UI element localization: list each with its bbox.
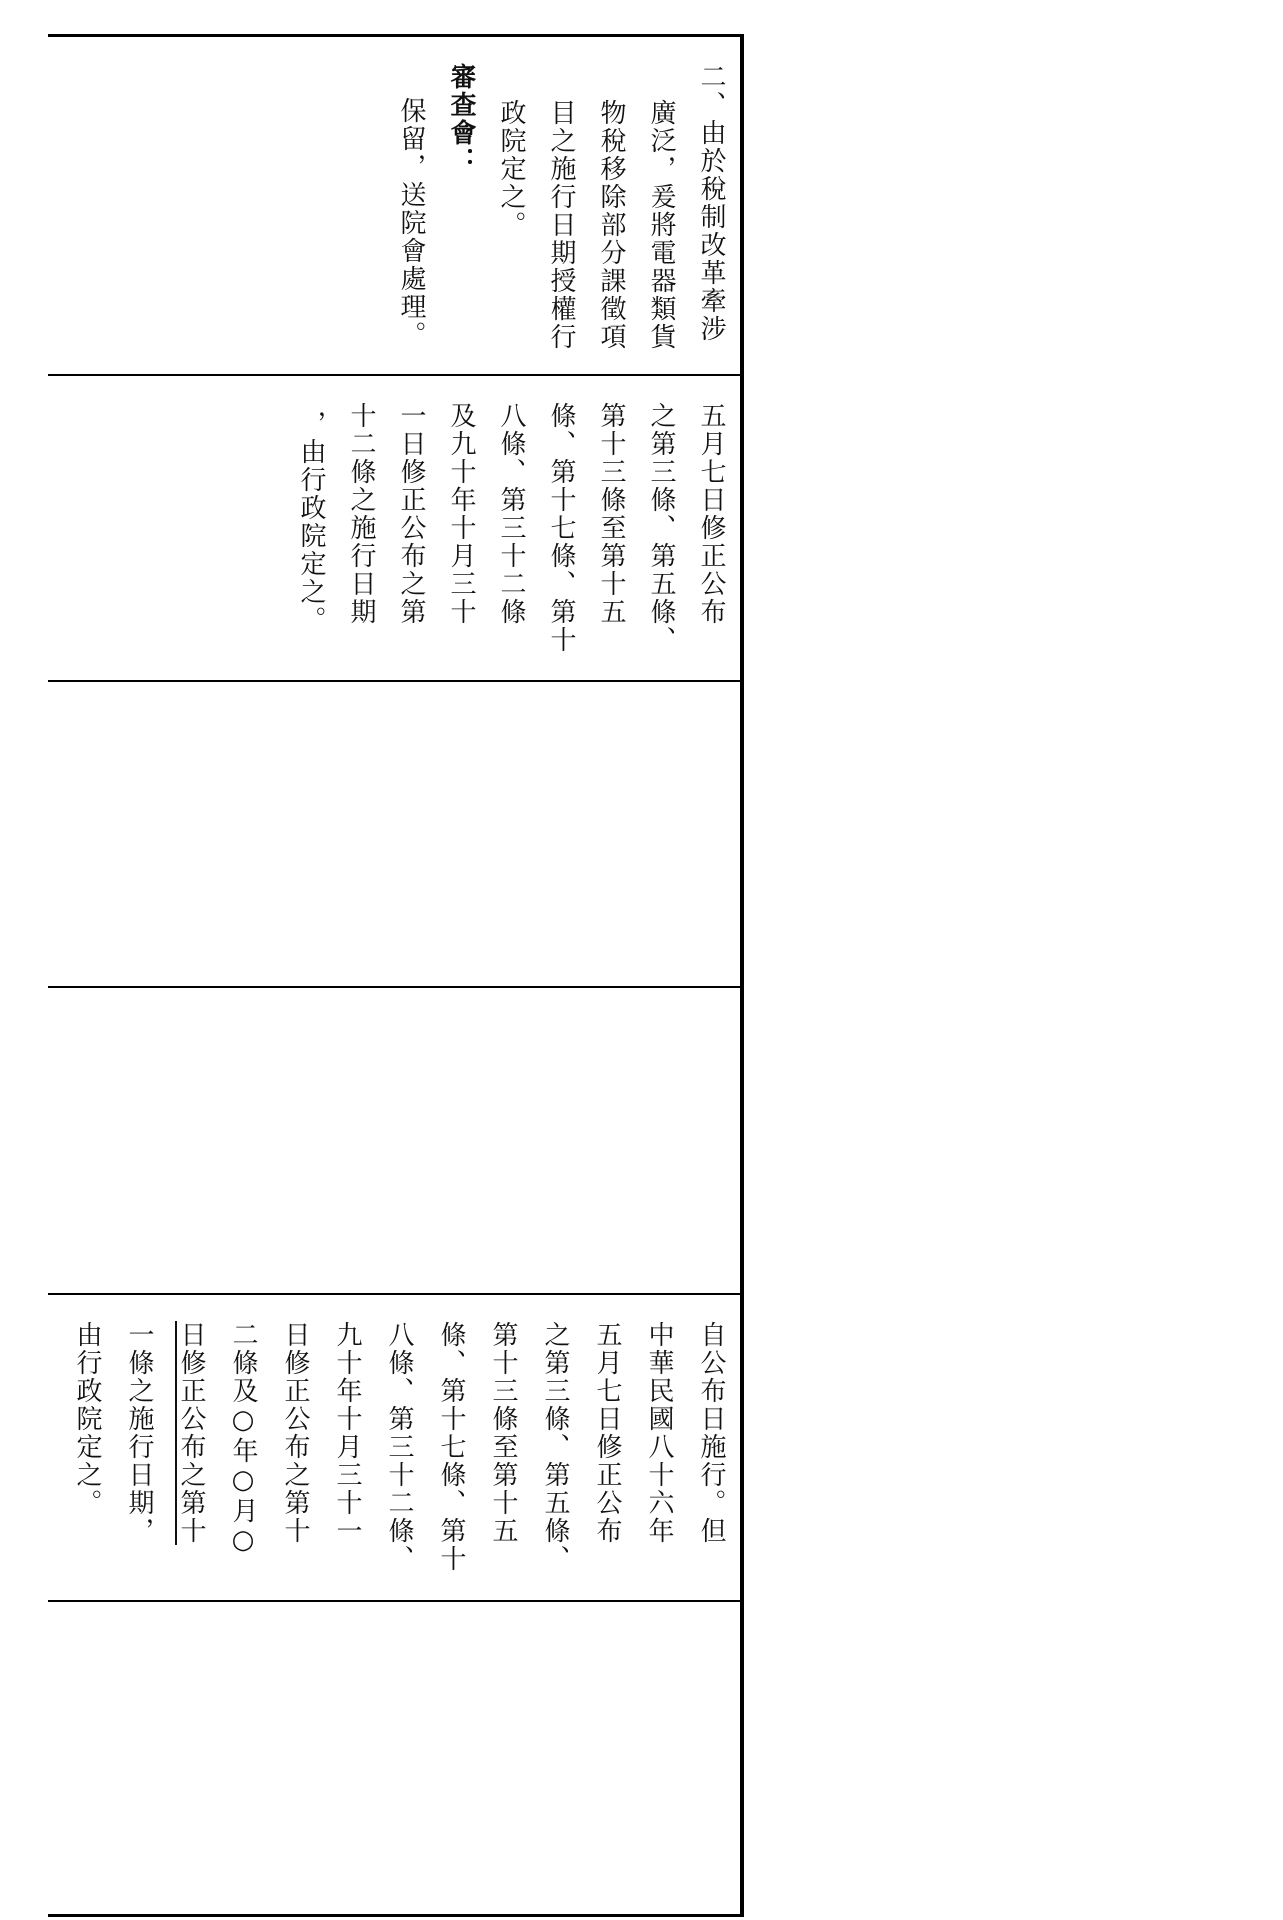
text-line: 條、第十七條、第十 xyxy=(546,402,576,654)
text-line: 八條、第三十二條、 xyxy=(384,1321,414,1573)
table-cell-row-5 xyxy=(48,1295,742,1600)
text-line: 一日修正公布之第 xyxy=(396,402,426,626)
amended-text-line: 日修正公布之第十 xyxy=(176,1321,206,1545)
text-line: 十二條之施行日期 xyxy=(346,402,376,626)
text-line: 五月七日修正公布 xyxy=(592,1321,622,1545)
text-line: 廣泛，爰將電器類貨 xyxy=(646,99,676,351)
table-cell-row-2 xyxy=(48,376,742,680)
text-line: 條、第十七條、第十 xyxy=(436,1321,466,1573)
table-bottom-border xyxy=(48,1914,744,1917)
table-cell-row-3 xyxy=(48,682,742,986)
table-cell-row-1 xyxy=(48,37,742,374)
text-line: 一條之施行日期， xyxy=(124,1321,154,1545)
text-line: 二條及○年○月○ xyxy=(228,1321,258,1557)
text-line: 第十三條至第十五 xyxy=(596,402,626,626)
text-line: 二、由於稅制改革牽涉 xyxy=(696,63,726,343)
text-line: 第十三條至第十五 xyxy=(488,1321,518,1545)
text-line: 自公布日施行。但 xyxy=(696,1321,726,1545)
text-line: 中華民國八十六年 xyxy=(644,1321,674,1545)
text-line: 九十年十月三十一 xyxy=(332,1321,362,1545)
text-line: 由行政院定之。 xyxy=(72,1321,102,1517)
text-line: 及九十年十月三十 xyxy=(446,402,476,626)
text-line: 政院定之。 xyxy=(496,99,526,239)
review-committee-label: 審查會： xyxy=(446,63,476,175)
table-cell-row-6 xyxy=(48,1602,742,1914)
text-line: 日修正公布之第十 xyxy=(280,1321,310,1545)
text-line: 之第三條、第五條、 xyxy=(540,1321,570,1573)
text-line: 八條、第三十二條 xyxy=(496,402,526,626)
text-line: 物稅移除部分課徵項 xyxy=(596,99,626,351)
table-cell-row-4 xyxy=(48,988,742,1293)
text-line: 五月七日修正公布 xyxy=(696,402,726,626)
text-line: ，由行政院定之。 xyxy=(296,410,326,634)
text-line: 保留，送院會處理。 xyxy=(396,97,426,349)
text-line: 目之施行日期授權行 xyxy=(546,99,576,351)
text-line: 之第三條、第五條、 xyxy=(646,402,676,654)
